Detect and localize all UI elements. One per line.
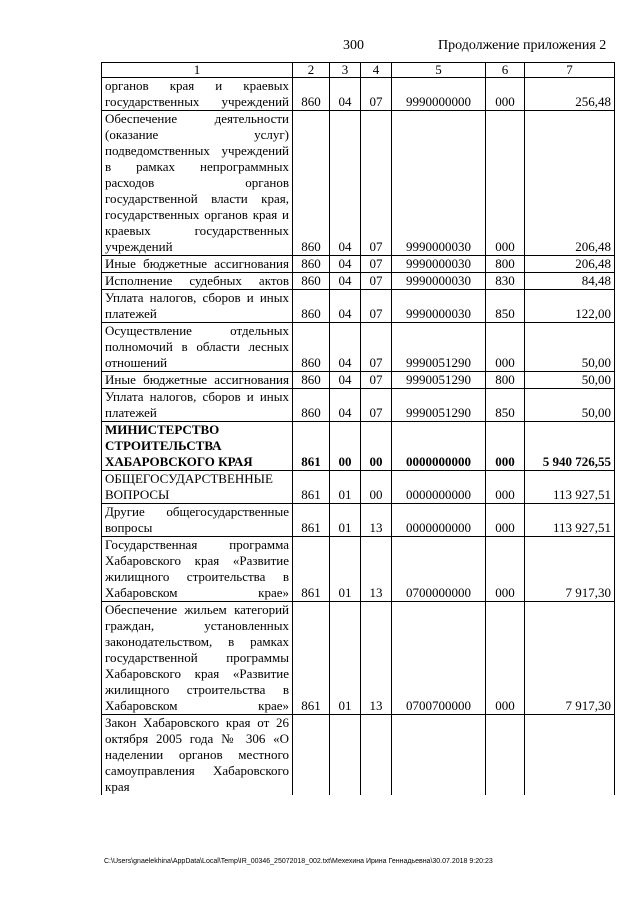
table-row <box>102 602 615 715</box>
row-name: Уплата налогов, сборов и иных платежей <box>102 389 293 422</box>
row-code-4: 13 <box>361 602 392 715</box>
row-code-5: 9990000030 <box>392 111 486 256</box>
table-row <box>102 111 615 256</box>
row-code-4: 07 <box>361 78 392 111</box>
row-code-5: 9990000030 <box>392 273 486 290</box>
row-code-5: 0000000000 <box>392 471 486 504</box>
col-header-7: 7 <box>525 63 615 78</box>
row-code-4: 13 <box>361 504 392 537</box>
row-code-5: 9990051290 <box>392 323 486 372</box>
row-code-2: 860 <box>293 273 330 290</box>
row-code-4: 07 <box>361 111 392 256</box>
budget-table <box>101 62 615 795</box>
page-number: 300 <box>343 38 364 53</box>
row-code-2: 860 <box>293 389 330 422</box>
row-code-5: 0000000000 <box>392 422 486 471</box>
table-row <box>102 715 615 796</box>
row-code-4: 00 <box>361 422 392 471</box>
table-row <box>102 78 615 111</box>
table-row <box>102 372 615 389</box>
row-code-3: 04 <box>330 256 361 273</box>
row-amount <box>525 715 615 796</box>
row-name: ОБЩЕГОСУДАРСТВЕННЫЕ ВОПРОСЫ <box>102 471 293 504</box>
row-code-2: 860 <box>293 290 330 323</box>
row-name: Закон Хабаровского края от 26 октября 2005 года № 306 «О наделении органов местного самоуправления Хабаровского края <box>102 715 293 796</box>
row-amount: 256,48 <box>525 78 615 111</box>
row-amount: 50,00 <box>525 389 615 422</box>
row-code-6: 850 <box>486 389 525 422</box>
row-name: Иные бюджетные ассигнования <box>102 256 293 273</box>
row-amount: 5 940 726,55 <box>525 422 615 471</box>
row-code-6: 000 <box>486 602 525 715</box>
file-path-footer: C:\Users\gnaelekhina\AppData\Local\Temp\IR_00346_25072018_002.txt\Мехехина Ирина Геннадьевна\30.07.2018 9:20:23 <box>104 858 493 865</box>
row-code-4: 00 <box>361 471 392 504</box>
table-row <box>102 256 615 273</box>
row-name: МИНИСТЕРСТВО СТРОИТЕЛЬСТВА ХАБАРОВСКОГО КРАЯ <box>102 422 293 471</box>
table-row <box>102 504 615 537</box>
row-code-4: 13 <box>361 537 392 602</box>
row-amount: 206,48 <box>525 256 615 273</box>
row-code-3 <box>330 715 361 796</box>
row-code-3: 04 <box>330 389 361 422</box>
col-header-1: 1 <box>102 63 293 78</box>
row-amount: 206,48 <box>525 111 615 256</box>
row-code-5 <box>392 715 486 796</box>
row-code-6: 830 <box>486 273 525 290</box>
row-name: Другие общегосударственные вопросы <box>102 504 293 537</box>
row-code-4: 07 <box>361 372 392 389</box>
row-name: Исполнение судебных актов <box>102 273 293 290</box>
table-header-row <box>102 63 615 78</box>
row-code-2: 860 <box>293 78 330 111</box>
row-code-3: 00 <box>330 422 361 471</box>
row-code-4: 07 <box>361 323 392 372</box>
col-header-5: 5 <box>392 63 486 78</box>
row-code-2: 861 <box>293 422 330 471</box>
table-row <box>102 323 615 372</box>
table-row <box>102 290 615 323</box>
row-code-6: 000 <box>486 78 525 111</box>
row-code-3: 04 <box>330 323 361 372</box>
row-code-4: 07 <box>361 290 392 323</box>
row-amount: 7 917,30 <box>525 602 615 715</box>
row-code-4: 07 <box>361 273 392 290</box>
table-row-ministry <box>102 422 615 471</box>
row-code-3: 01 <box>330 471 361 504</box>
row-code-5: 0000000000 <box>392 504 486 537</box>
row-code-3: 04 <box>330 273 361 290</box>
row-code-6: 800 <box>486 372 525 389</box>
col-header-4: 4 <box>361 63 392 78</box>
row-code-2: 861 <box>293 471 330 504</box>
row-name: Обеспечение деятельности (оказание услуг) подведомственных учреждений в рамках непрограммных расходов органов государственной власти края, государственных органов края и краевых государственных учреждений <box>102 111 293 256</box>
row-name: Осуществление отдельных полномочий в области лесных отношений <box>102 323 293 372</box>
row-code-3: 01 <box>330 537 361 602</box>
row-code-4: 07 <box>361 389 392 422</box>
table-row <box>102 389 615 422</box>
row-name: Обеспечение жильем категорий граждан, установленных законодательством, в рамках государственной программы Хабаровского края «Развитие жилищного строительства в Хабаровском крае» <box>102 602 293 715</box>
row-name: органов края и краевых государственных учреждений <box>102 78 293 111</box>
row-code-3: 04 <box>330 290 361 323</box>
row-code-6: 000 <box>486 422 525 471</box>
row-code-3: 04 <box>330 111 361 256</box>
row-code-3: 04 <box>330 372 361 389</box>
row-code-3: 01 <box>330 602 361 715</box>
row-code-3: 01 <box>330 504 361 537</box>
col-header-2: 2 <box>293 63 330 78</box>
row-amount: 50,00 <box>525 372 615 389</box>
row-code-2: 861 <box>293 602 330 715</box>
table-row <box>102 471 615 504</box>
continuation-label: Продолжение приложения 2 <box>438 38 607 53</box>
row-code-6 <box>486 715 525 796</box>
row-amount: 84,48 <box>525 273 615 290</box>
row-code-2 <box>293 715 330 796</box>
row-code-6: 800 <box>486 256 525 273</box>
row-code-2: 860 <box>293 323 330 372</box>
row-code-5: 9990051290 <box>392 389 486 422</box>
row-amount: 122,00 <box>525 290 615 323</box>
row-code-5: 9990000030 <box>392 290 486 323</box>
row-amount: 113 927,51 <box>525 504 615 537</box>
row-code-5: 9990000000 <box>392 78 486 111</box>
row-code-5: 0700700000 <box>392 602 486 715</box>
row-code-4 <box>361 715 392 796</box>
row-code-6: 000 <box>486 537 525 602</box>
row-code-6: 850 <box>486 290 525 323</box>
row-code-2: 861 <box>293 504 330 537</box>
row-amount: 7 917,30 <box>525 537 615 602</box>
row-code-6: 000 <box>486 323 525 372</box>
row-code-2: 860 <box>293 256 330 273</box>
table-row <box>102 273 615 290</box>
row-name: Уплата налогов, сборов и иных платежей <box>102 290 293 323</box>
row-code-6: 000 <box>486 471 525 504</box>
row-code-6: 000 <box>486 504 525 537</box>
row-code-2: 860 <box>293 111 330 256</box>
col-header-6: 6 <box>486 63 525 78</box>
row-amount: 50,00 <box>525 323 615 372</box>
row-name: Государственная программа Хабаровского края «Развитие жилищного строительства в Хабаровском крае» <box>102 537 293 602</box>
row-code-2: 861 <box>293 537 330 602</box>
row-code-5: 9990051290 <box>392 372 486 389</box>
row-code-5: 9990000030 <box>392 256 486 273</box>
row-code-4: 07 <box>361 256 392 273</box>
table-row <box>102 537 615 602</box>
col-header-3: 3 <box>330 63 361 78</box>
row-code-2: 860 <box>293 372 330 389</box>
row-code-6: 000 <box>486 111 525 256</box>
row-name: Иные бюджетные ассигнования <box>102 372 293 389</box>
row-amount: 113 927,51 <box>525 471 615 504</box>
row-code-3: 04 <box>330 78 361 111</box>
row-code-5: 0700000000 <box>392 537 486 602</box>
